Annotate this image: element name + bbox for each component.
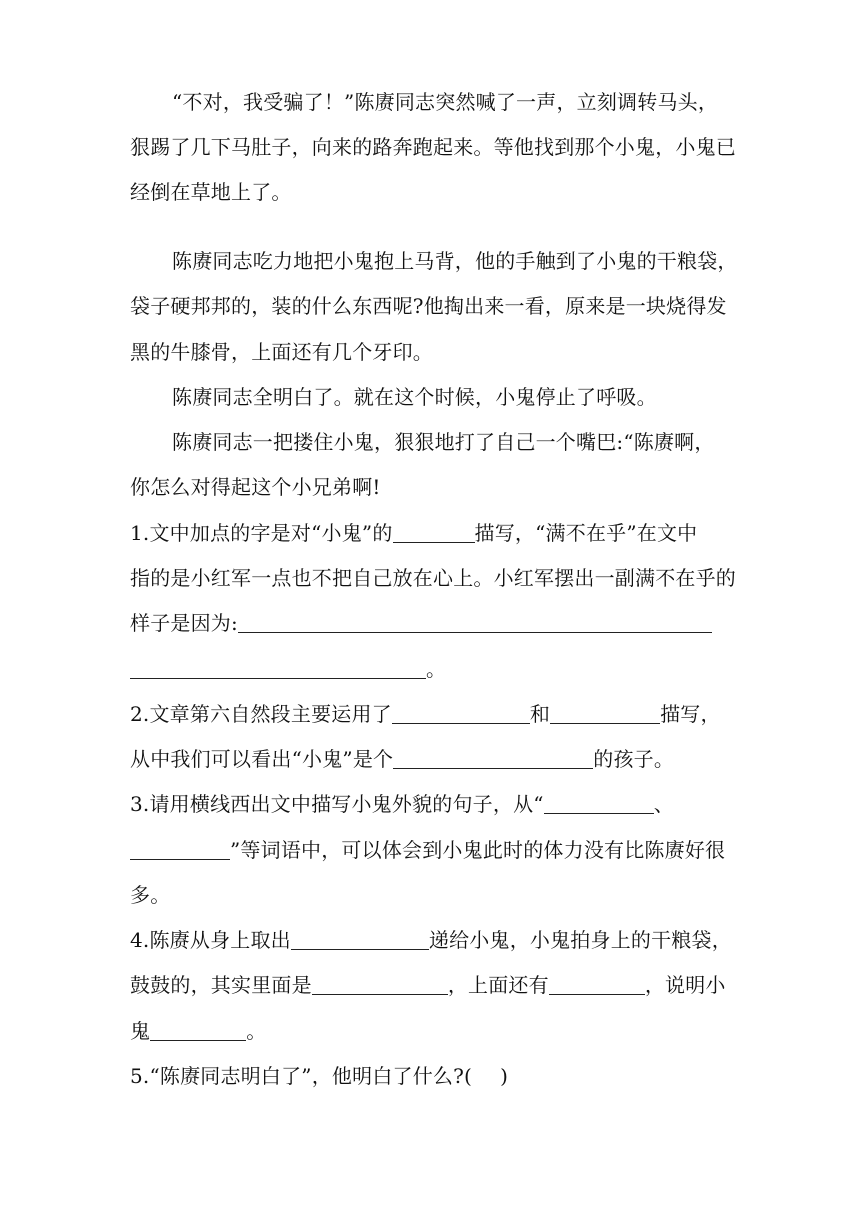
question-4-blank-3[interactable]	[549, 974, 645, 995]
question-4-text-a: 4.陈赓从身上取出	[130, 928, 291, 952]
question-3-text-c: ”等词语中，可以体会到小鬼此时的体力没有比陈赓好很	[230, 838, 726, 862]
question-3-blank-1[interactable]	[544, 793, 654, 814]
question-5-text-a: 5.“陈赓同志明白了”，他明白了什么?(	[130, 1064, 473, 1088]
question-4-blank-1[interactable]	[291, 929, 429, 950]
question-1-line3	[130, 609, 740, 637]
question-4-text-b: 递给小鬼，小鬼拍身上的干粮袋，	[428, 928, 732, 952]
question-4-text-e: ，说明小	[644, 973, 726, 997]
question-2-line1	[130, 700, 740, 728]
passage-p1-line3: 经倒在草地上了。	[130, 180, 292, 204]
question-4-text-c: 鼓鼓的，其实里面是	[130, 973, 312, 997]
question-3-line1	[130, 790, 740, 818]
question-1-line1	[130, 519, 740, 547]
passage-p1-line1: “不对，我受骗了！”陈赓同志突然喊了一声，立刻调转马头，	[172, 90, 719, 114]
question-3-text-b: 、	[653, 792, 674, 816]
question-1-end: 。	[426, 657, 447, 681]
question-1-text-c: 样子是因为:	[130, 611, 238, 635]
question-4-blank-4[interactable]	[150, 1020, 246, 1041]
passage-p1-line2: 狠踢了几下马肚子，向来的路奔跑起来。等他找到那个小鬼，小鬼已	[130, 135, 736, 159]
passage-p2-line3: 黑的牛膝骨，上面还有几个牙印。	[130, 340, 433, 364]
question-1-text-a: 1.文中加点的字是对“小鬼”的	[130, 521, 393, 545]
question-4-text-g: 。	[246, 1019, 267, 1043]
question-1-line2: 指的是小红军一点也不把自己放在心上。小红军摆出一副满不在乎的	[130, 566, 736, 590]
question-4-line2	[130, 971, 740, 999]
question-2-text-a: 2.文章第六自然段主要运用了	[130, 702, 392, 726]
question-5-line1	[130, 1062, 740, 1090]
question-2-text-d: 从中我们可以看出“小鬼”是个	[130, 747, 394, 771]
question-2-line2	[130, 745, 740, 773]
question-2-blank-1[interactable]	[392, 703, 530, 724]
question-4-blank-2[interactable]	[312, 974, 448, 995]
question-2-blank-3[interactable]	[393, 748, 593, 769]
passage-p2-line2: 袋子硬邦邦的，装的什么东西呢?他掏出来一看，原来是一块烧得发	[130, 294, 727, 318]
question-4-text-f: 鬼	[130, 1019, 151, 1043]
question-4-line3	[130, 1017, 740, 1045]
question-1-line4	[130, 655, 740, 683]
question-1-blank-3[interactable]	[130, 658, 426, 679]
question-1-blank-2[interactable]	[238, 612, 712, 633]
question-2-text-e: 的孩子。	[593, 747, 675, 771]
question-3-text-a: 3.请用横线西出文中描写小鬼外貌的句子，从“	[130, 792, 544, 816]
question-3-blank-2[interactable]	[130, 839, 230, 860]
passage-p2-line1: 陈赓同志吃力地把小鬼抱上马背，他的手触到了小鬼的干粮袋，	[172, 249, 738, 273]
question-2-text-c: 描写，	[660, 702, 721, 726]
question-3-line3: 多。	[130, 883, 171, 907]
passage-p3-line1: 陈赓同志全明白了。就在这个时候，小鬼停止了呼吸。	[172, 385, 657, 409]
question-4-text-d: ，上面还有	[447, 973, 549, 997]
question-1-text-b: 描写，“满不在乎”在文中	[474, 521, 698, 545]
passage-p4-line2: 你怎么对得起这个小兄弟啊!	[130, 475, 381, 499]
question-2-blank-2[interactable]	[550, 703, 660, 724]
passage-p4-line1: 陈赓同志一把搂住小鬼，狠狠地打了自己一个嘴巴:“陈赓啊，	[172, 430, 715, 454]
question-2-text-b: 和	[529, 702, 551, 726]
question-3-line2	[130, 836, 740, 864]
question-4-line1	[130, 926, 740, 954]
question-1-blank-1[interactable]	[393, 522, 475, 543]
question-5-text-b: )	[500, 1064, 509, 1088]
